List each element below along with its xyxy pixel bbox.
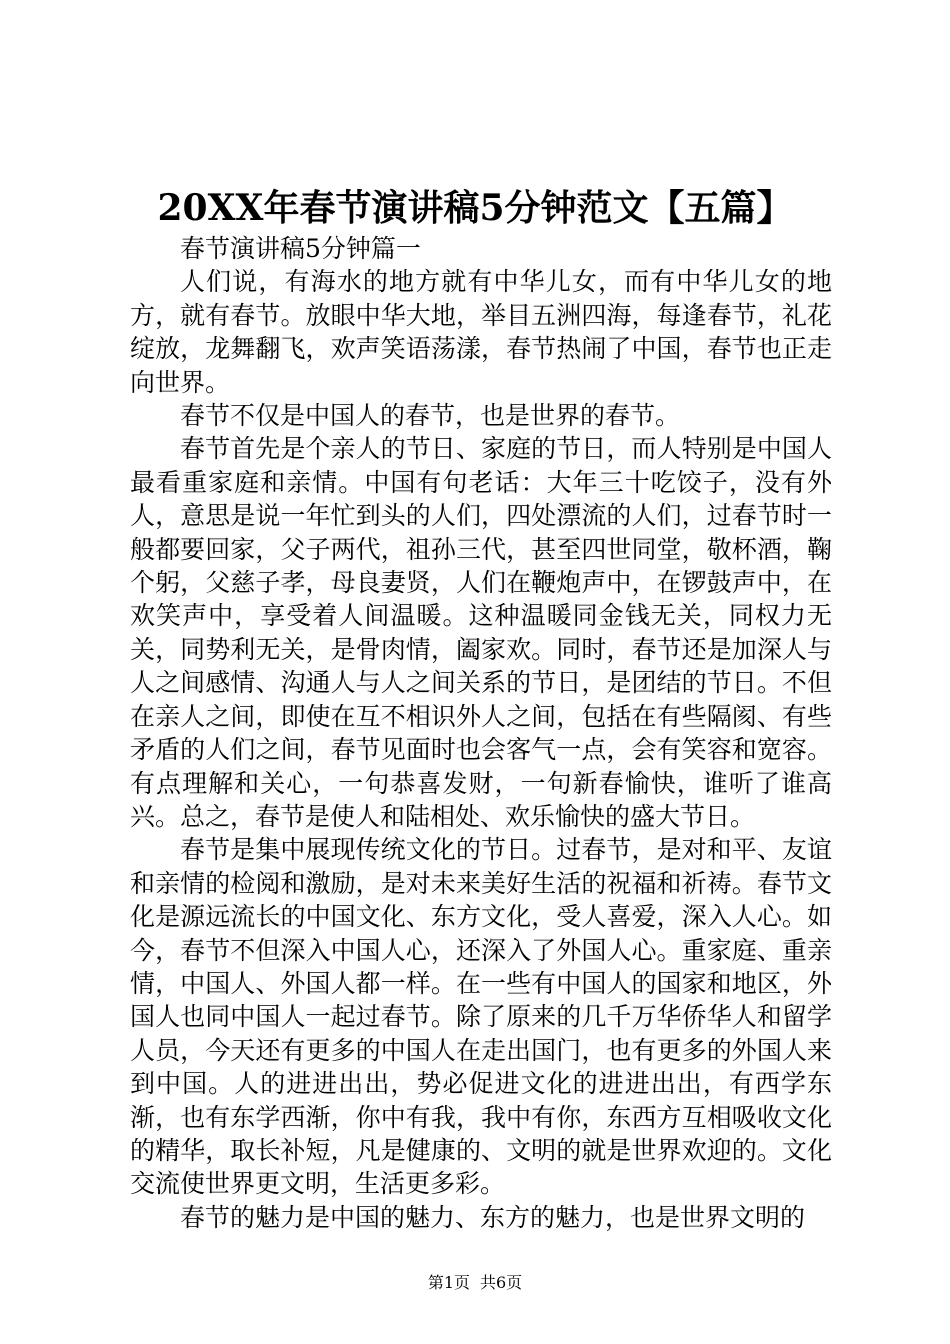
document-title: 20XX年春节演讲稿5分钟范文【五篇】 xyxy=(157,187,793,229)
paragraph: 春节不仅是中国人的春节，也是世界的春节。 xyxy=(180,401,681,431)
page-footer xyxy=(0,1272,950,1294)
page-total: 共6页 xyxy=(480,1273,523,1292)
paragraph: 春节是集中展现传统文化的节日。过春节，是对和平、友谊和亲情的检阅和激励，是对未来美好生活的祝福和祈祷。春节文化是源远流长的中国文化、东方文化，受人喜爱，深入人心。如今，春节不但深入中国人心，还深入了外国人心。重家庭、重亲情，中国人、外国人都一样。在一些有中国人的国家和地区，外国人也同中国人一起过春节。除了原来的几千万华侨华人和留学人员，今天还有更多的中国人在走出国门，也有更多的外国人来到中国。人的进进出出，势必促进文化的进进出出，有西学东渐，也有东学西渐，你中有我，我中有你，东西方互相吸收文化的精华，取长补短，凡是健康的、文明的就是世界欢迎的。文化交流使世界更文明，生活更多彩。 xyxy=(130,835,832,1199)
paragraph: 人们说，有海水的地方就有中华儿女，而有中华儿女的地方，就有春节。放眼中华大地，举目五洲四海，每逢春节，礼花绽放，龙舞翻飞，欢声笑语荡漾，春节热闹了中国，春节也正走向世界。 xyxy=(130,267,832,397)
document-body xyxy=(130,232,832,1232)
section-heading: 春节演讲稿5分钟篇一 xyxy=(180,234,421,263)
paragraph: 春节首先是个亲人的节日、家庭的节日，而人特别是中国人最看重家庭和亲情。中国有句老话：大年三十吃饺子，没有外人，意思是说一年忙到头的人们，四处漂流的人们，过春节时一般都要回家，父子两代，祖孙三代，甚至四世同堂，敬杯酒，鞠个躬，父慈子孝，母良妻贤，人们在鞭炮声中，在锣鼓声中，在欢笑声中，享受着人间温暖。这种温暖同金钱无关，同权力无关，同势利无关，是骨肉情，阖家欢。同时，春节还是加深人与人之间感情、沟通人与人之间关系的节日，是团结的节日。不但在亲人之间，即使在互不相识外人之间，包括在有些隔阂、有些矛盾的人们之间，春节见面时也会客气一点，会有笑容和宽容。有点理解和关心，一句恭喜发财，一句新春愉快，谁听了谁高兴。总之，春节是使人和陆相处、欢乐愉快的盛大节日。 xyxy=(130,434,832,831)
page-number: 第1页 xyxy=(427,1273,470,1292)
paragraph: 春节的魅力是中国的魅力、东方的魅力，也是世界文明的 xyxy=(180,1202,806,1232)
